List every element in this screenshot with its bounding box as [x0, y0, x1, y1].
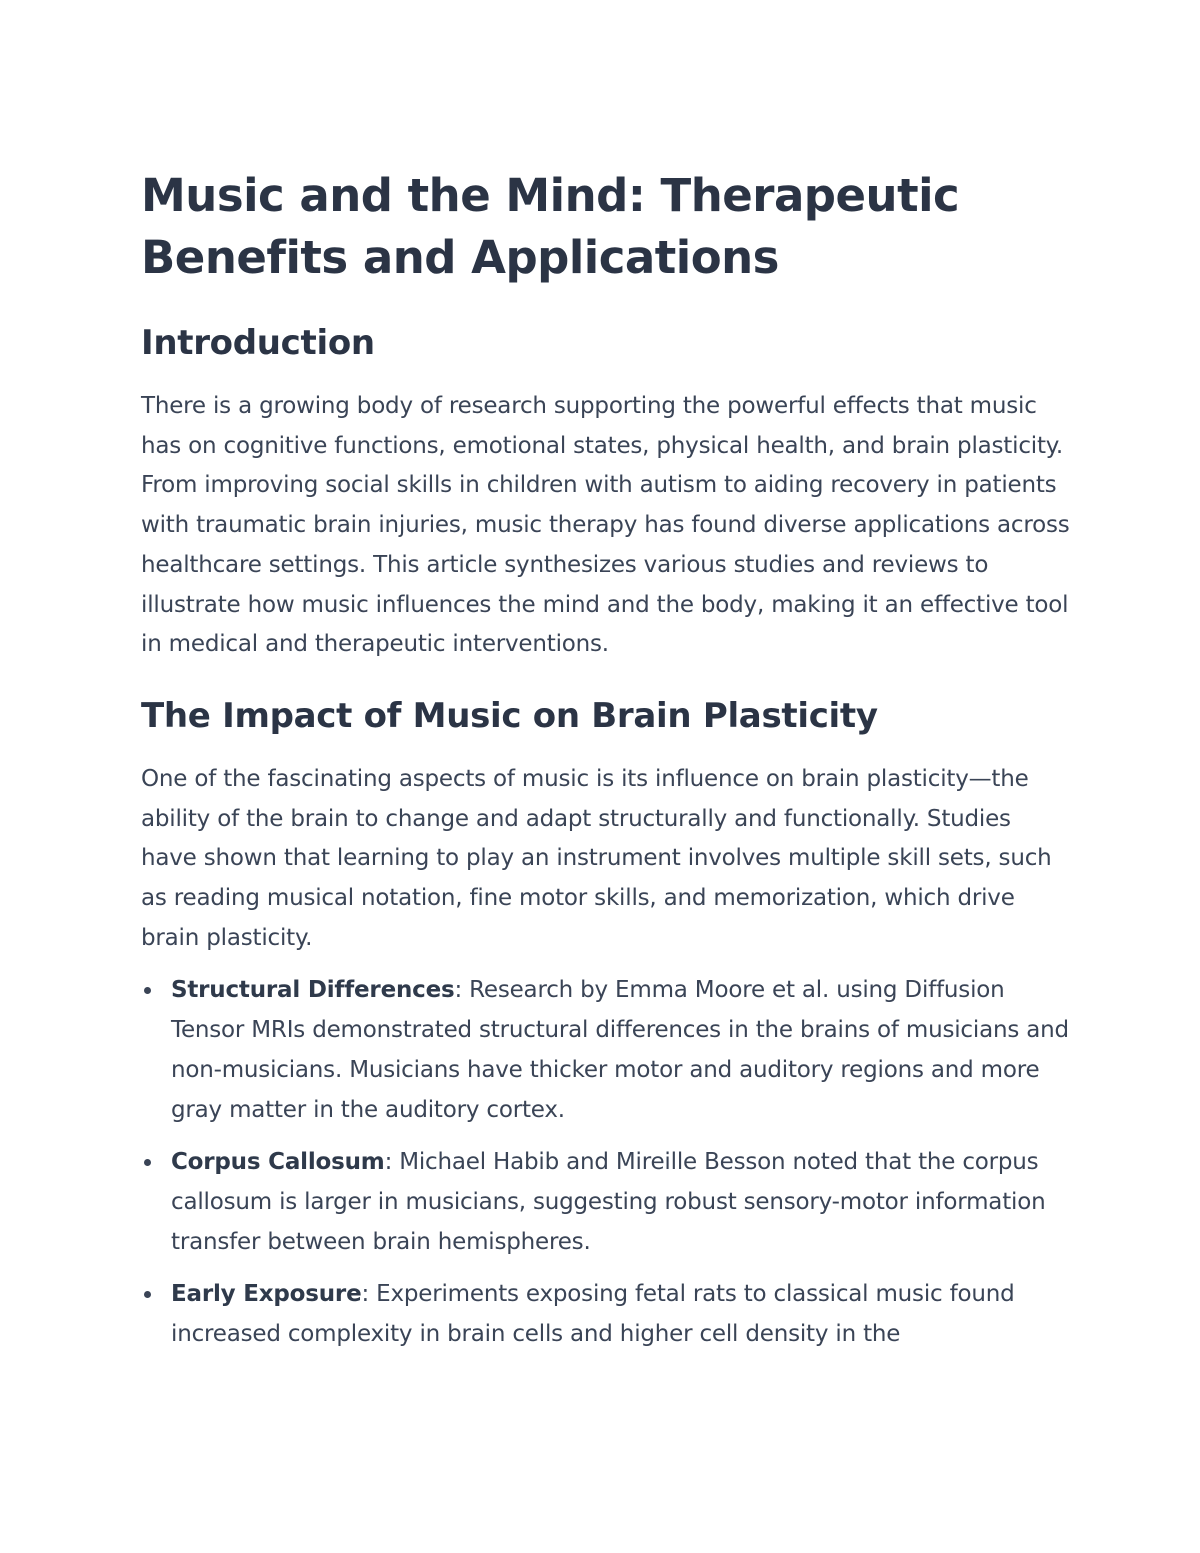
- plasticity-heading: The Impact of Music on Brain Plasticity: [141, 695, 878, 736]
- plasticity-list: [141, 970, 1071, 1354]
- list-item-corpus-callosum: [141, 1142, 1071, 1262]
- page-title: Music and the Mind: Therapeutic Benefits and Applications: [141, 169, 960, 284]
- list-item-text: : Michael Habib and Mireille Besson noted that the corpus callosum is larger in musicians, suggesting robust sensory-motor information transfer between brain hemispheres.: [171, 1149, 1046, 1256]
- list-item-term: Early Exposure: [171, 1281, 362, 1308]
- bullet-icon: [144, 987, 151, 994]
- introduction-heading: Introduction: [141, 323, 375, 363]
- bullet-icon: [144, 1291, 151, 1298]
- list-item-text: : Experiments exposing fetal rats to classical music found increased complexity in brain cells and higher cell density in the: [171, 1281, 1015, 1348]
- list-item-text: : Research by Emma Moore et al. using Diffusion Tensor MRIs demonstrated structural differences in the brains of musicians and non-musicians. Musicians have thicker motor and auditory regions and more gray matter in the auditory cortex.: [171, 977, 1069, 1124]
- list-item-term: Corpus Callosum: [171, 1149, 385, 1176]
- document-page: [141, 165, 1071, 1366]
- plasticity-paragraph: One of the fascinating aspects of music is its influence on brain plasticity—the ability of the brain to change and adapt structurally and functionally. Studies have shown that learning to play an instrument involves multiple skill sets, such as reading musical notation, fine motor skills, and memorization, which drive brain plasticity.: [141, 765, 1052, 951]
- list-item-term: Structural Differences: [171, 977, 455, 1004]
- bullet-icon: [144, 1159, 151, 1166]
- introduction-paragraph: There is a growing body of research supporting the powerful effects that music has on cognitive functions, emotional states, physical health, and brain plasticity. From improving social skills in children with autism to aiding recovery in patients with traumatic brain injuries, music therapy has found diverse applications across healthcare settings. This article synthesizes various studies and reviews to illustrate how music influences the mind and the body, making it an effective tool in medical and therapeutic interventions.: [141, 393, 1070, 658]
- list-item-early-exposure: [141, 1274, 1071, 1354]
- list-item-structural-differences: [141, 970, 1071, 1130]
